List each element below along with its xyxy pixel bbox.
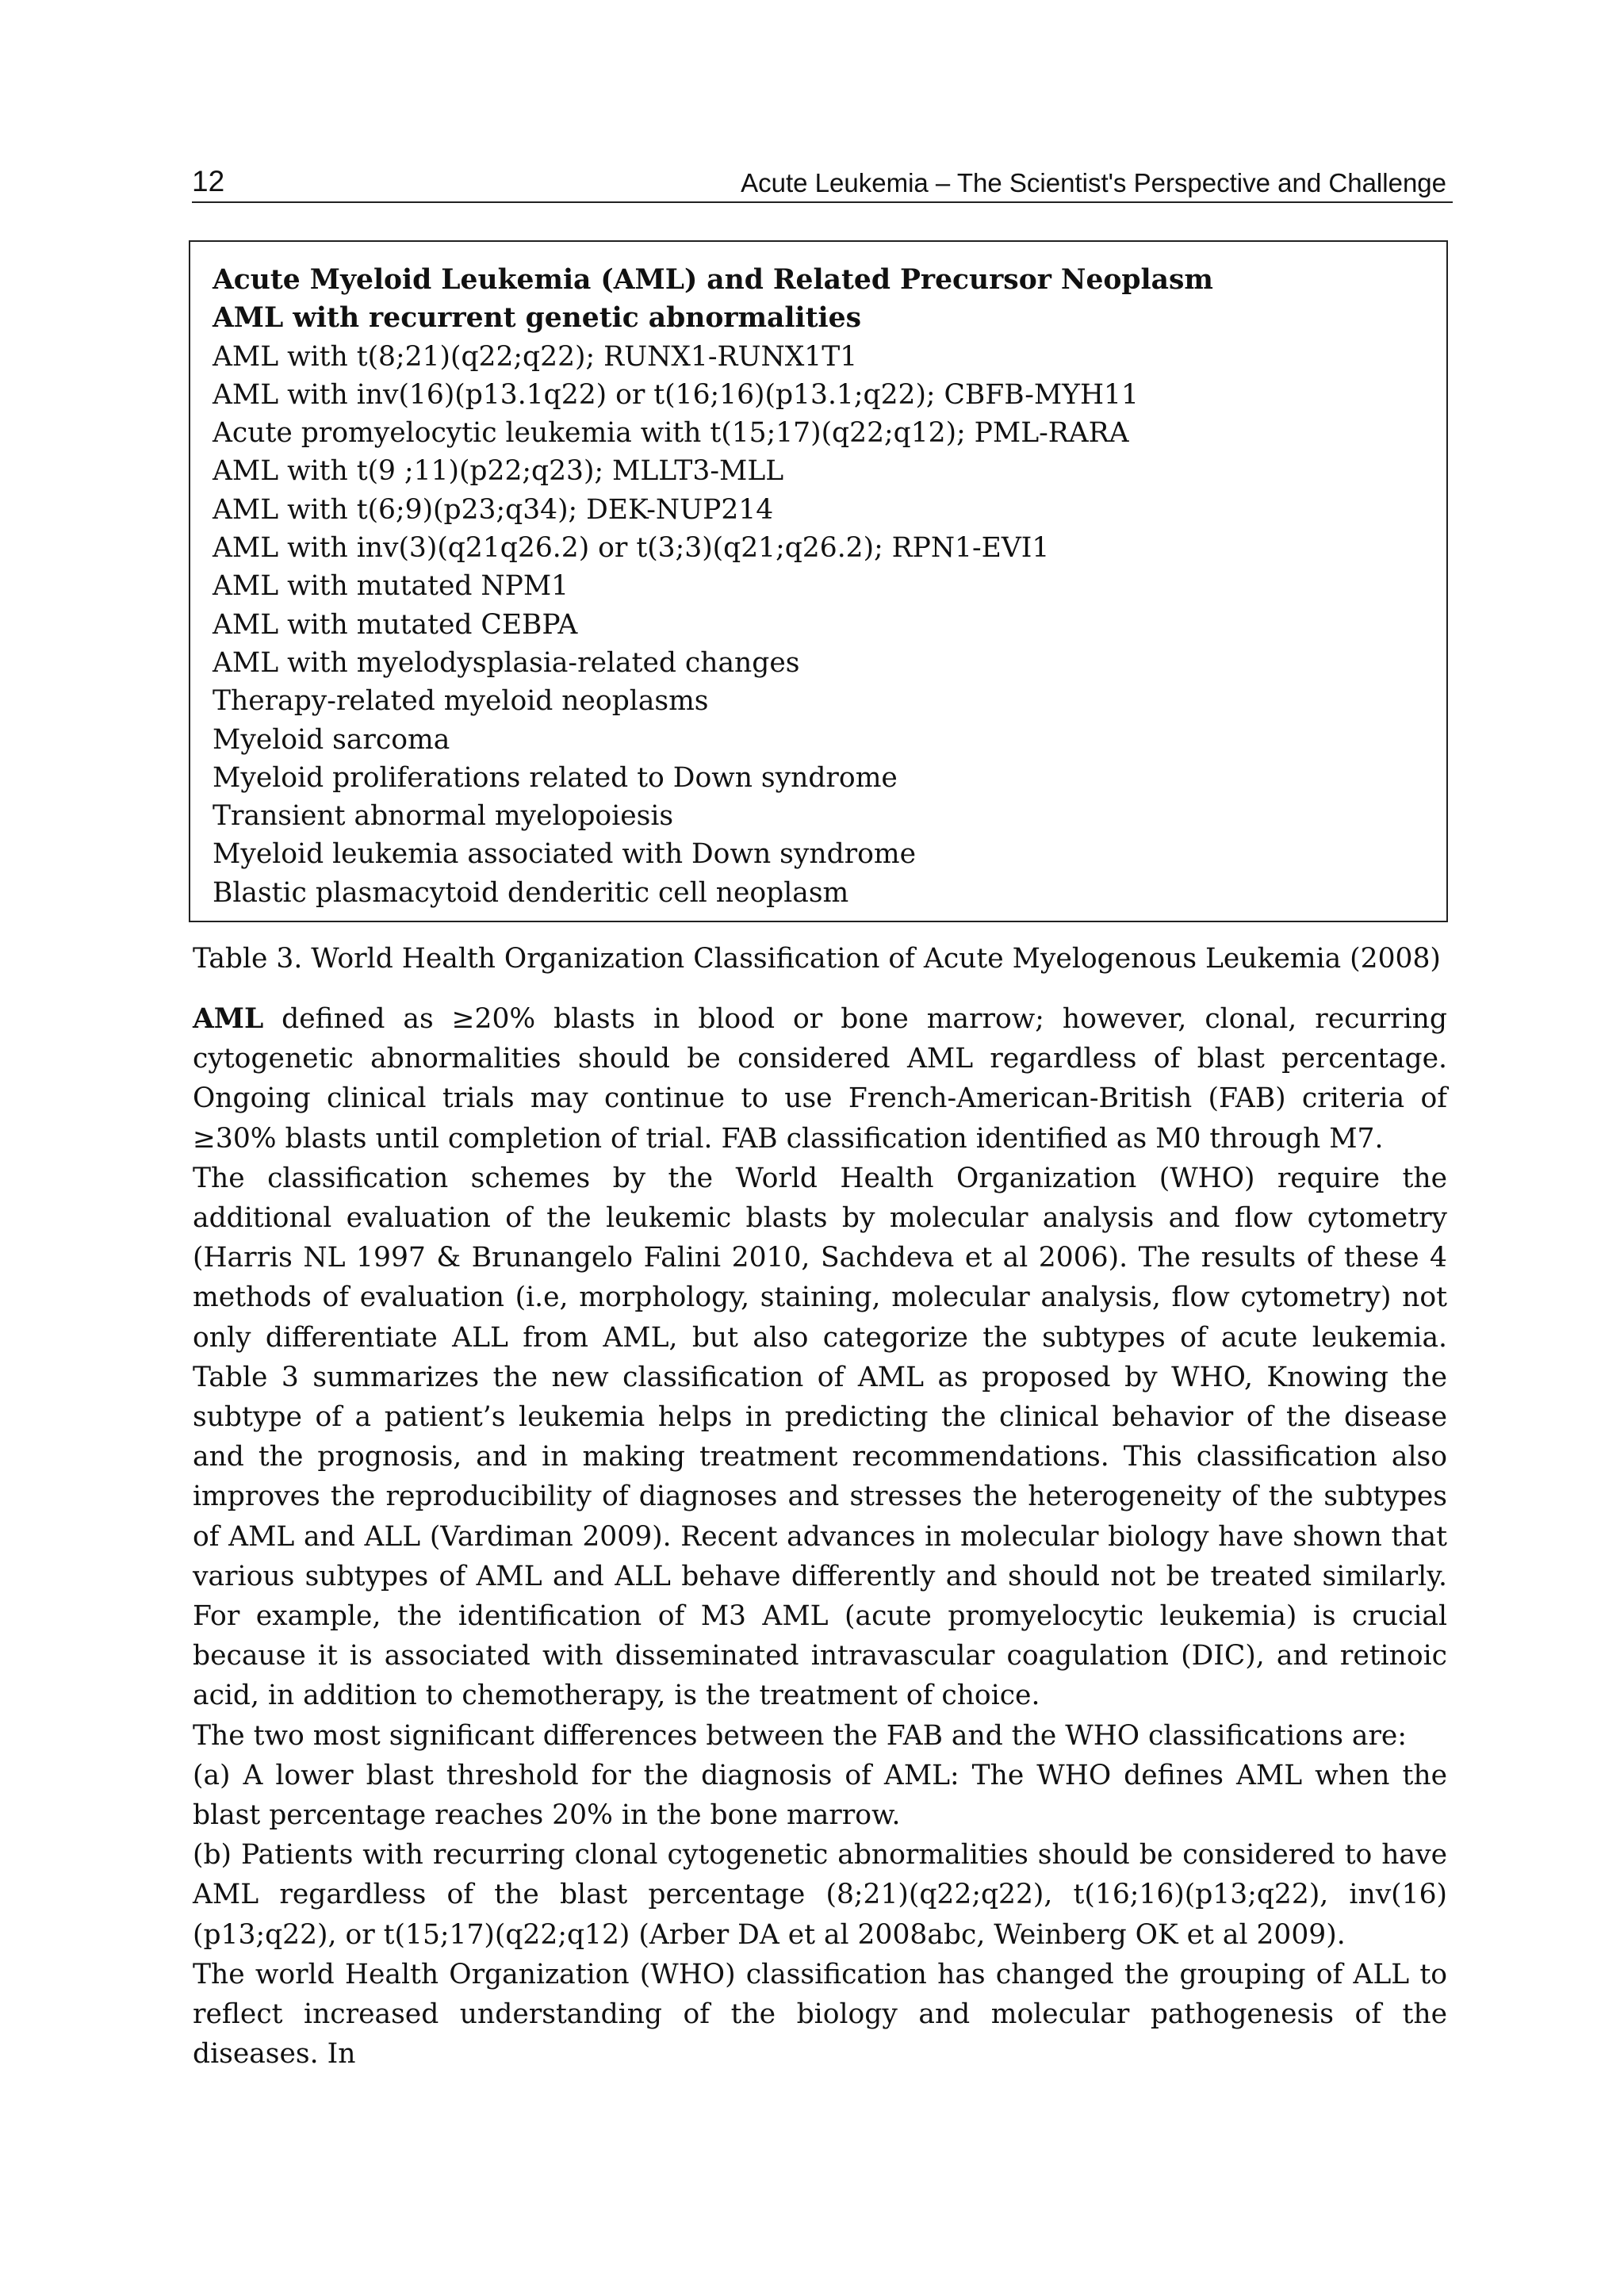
table-row: AML with t(6;9)(p23;q34); DEK-NUP214 bbox=[213, 493, 774, 526]
table-caption: Table 3. World Health Organization Classification of Acute Myelogenous Leukemia (2008) bbox=[193, 943, 1441, 975]
paragraph-difference-a: (a) A lower blast threshold for the diagnosis of AML: The WHO defines AML when the blast percentage reaches 20% in the bone marrow. bbox=[193, 1759, 1447, 1832]
body-text bbox=[193, 999, 1447, 2074]
table-row: Blastic plasmacytoid denderitic cell neoplasm bbox=[213, 876, 849, 909]
classification-table bbox=[189, 240, 1448, 922]
page-header bbox=[192, 162, 1453, 203]
table-row: AML with inv(3)(q21q26.2) or t(3;3)(q21;q26.2); RPN1-EVI1 bbox=[213, 532, 1050, 565]
paragraph-who-classification: The classification schemes by the World Health Organization (WHO) require the additional evaluation of the leukemic blasts by molecular analysis and flow cytometry (Harris NL 1997 & Brunangelo Falini 2010, Sachdeva et al 2006). The results of these 4 methods of evaluation (i.e, morphology, staining, molecular analysis, flow cytometry) not only differentiate ALL from AML, but also categorize the subtypes of acute leukemia. Table 3 summarizes the new classification of AML as proposed by WHO, Knowing the subtype of a patient’s leukemia helps in predicting the clinical behavior of the disease and the prognosis, and in making treatment recommendations. This classification also improves the reproducibility of diagnoses and stresses the heterogeneity of the subtypes of AML and ALL (Vardiman 2009). Recent advances in molecular biology have shown that various subtypes of AML and ALL behave differently and should not be treated similarly. For example, the identification of M3 AML (acute promyelocytic leukemia) is crucial because it is associated with disseminated intravascular coagulation (DIC), and retinoic acid, in addition to chemotherapy, is the treatment of choice. bbox=[193, 1162, 1447, 1712]
table-row: AML with t(8;21)(q22;q22); RUNX1-RUNX1T1 bbox=[213, 340, 858, 373]
paragraph-all-grouping: The world Health Organization (WHO) classification has changed the grouping of ALL to reflect increased understanding of the biology and molecular pathogenesis of the diseases. In bbox=[193, 1958, 1447, 2071]
running-title: Acute Leukemia – The Scientist's Perspective and Challenge bbox=[741, 168, 1446, 197]
table-row: Myeloid leukemia associated with Down syndrome bbox=[213, 838, 917, 871]
paragraph-aml-definition bbox=[193, 999, 1447, 1159]
paragraph-lead-term: AML bbox=[193, 1003, 264, 1035]
table-row: Myeloid proliferations related to Down syndrome bbox=[213, 761, 898, 794]
table-row: AML with mutated CEBPA bbox=[213, 608, 578, 641]
paragraph-difference-b: (b) Patients with recurring clonal cytogenetic abnormalities should be considered to have AML regardless of the blast percentage (8;21)(q22;q22), t(16;16)(p13;q22), inv(16)(p13;q22), or t(15;17)(q22;q12) (Arber DA et al 2008abc, Weinberg OK et al 2009). bbox=[193, 1839, 1447, 1951]
table-row: Myeloid sarcoma bbox=[213, 723, 450, 756]
table-subheading: AML with recurrent genetic abnormalities bbox=[213, 302, 862, 335]
table-row: AML with inv(16)(p13.1q22) or t(16;16)(p13.1;q22); CBFB-MYH11 bbox=[213, 378, 1139, 411]
table-row: AML with mutated NPM1 bbox=[213, 570, 569, 603]
table-row: Therapy-related myeloid neoplasms bbox=[213, 685, 709, 718]
table-row: AML with t(9 ;11)(p22;q23); MLLT3-MLL bbox=[213, 455, 784, 488]
table-heading: Acute Myeloid Leukemia (AML) and Related Precursor Neoplasm bbox=[213, 264, 1213, 296]
paragraph-differences-intro: The two most significant differences between the FAB and the WHO classifications are: bbox=[193, 1719, 1407, 1752]
table-row: Acute promyelocytic leukemia with t(15;17)(q22;q12); PML-RARA bbox=[213, 417, 1129, 450]
paragraph-text: defined as ≥20% blasts in blood or bone marrow; however, clonal, recurring cytogenetic abnormalities should be considered AML regardless of blast percentage. Ongoing clinical trials may continue to use French-American-British (FAB) criteria of ≥30% blasts until completion of trial. FAB classification identified as M0 through M7. bbox=[193, 1003, 1447, 1155]
table-row: AML with myelodysplasia-related changes bbox=[213, 646, 800, 679]
page-number: 12 bbox=[192, 165, 225, 197]
table-row: Transient abnormal myelopoiesis bbox=[213, 800, 674, 833]
